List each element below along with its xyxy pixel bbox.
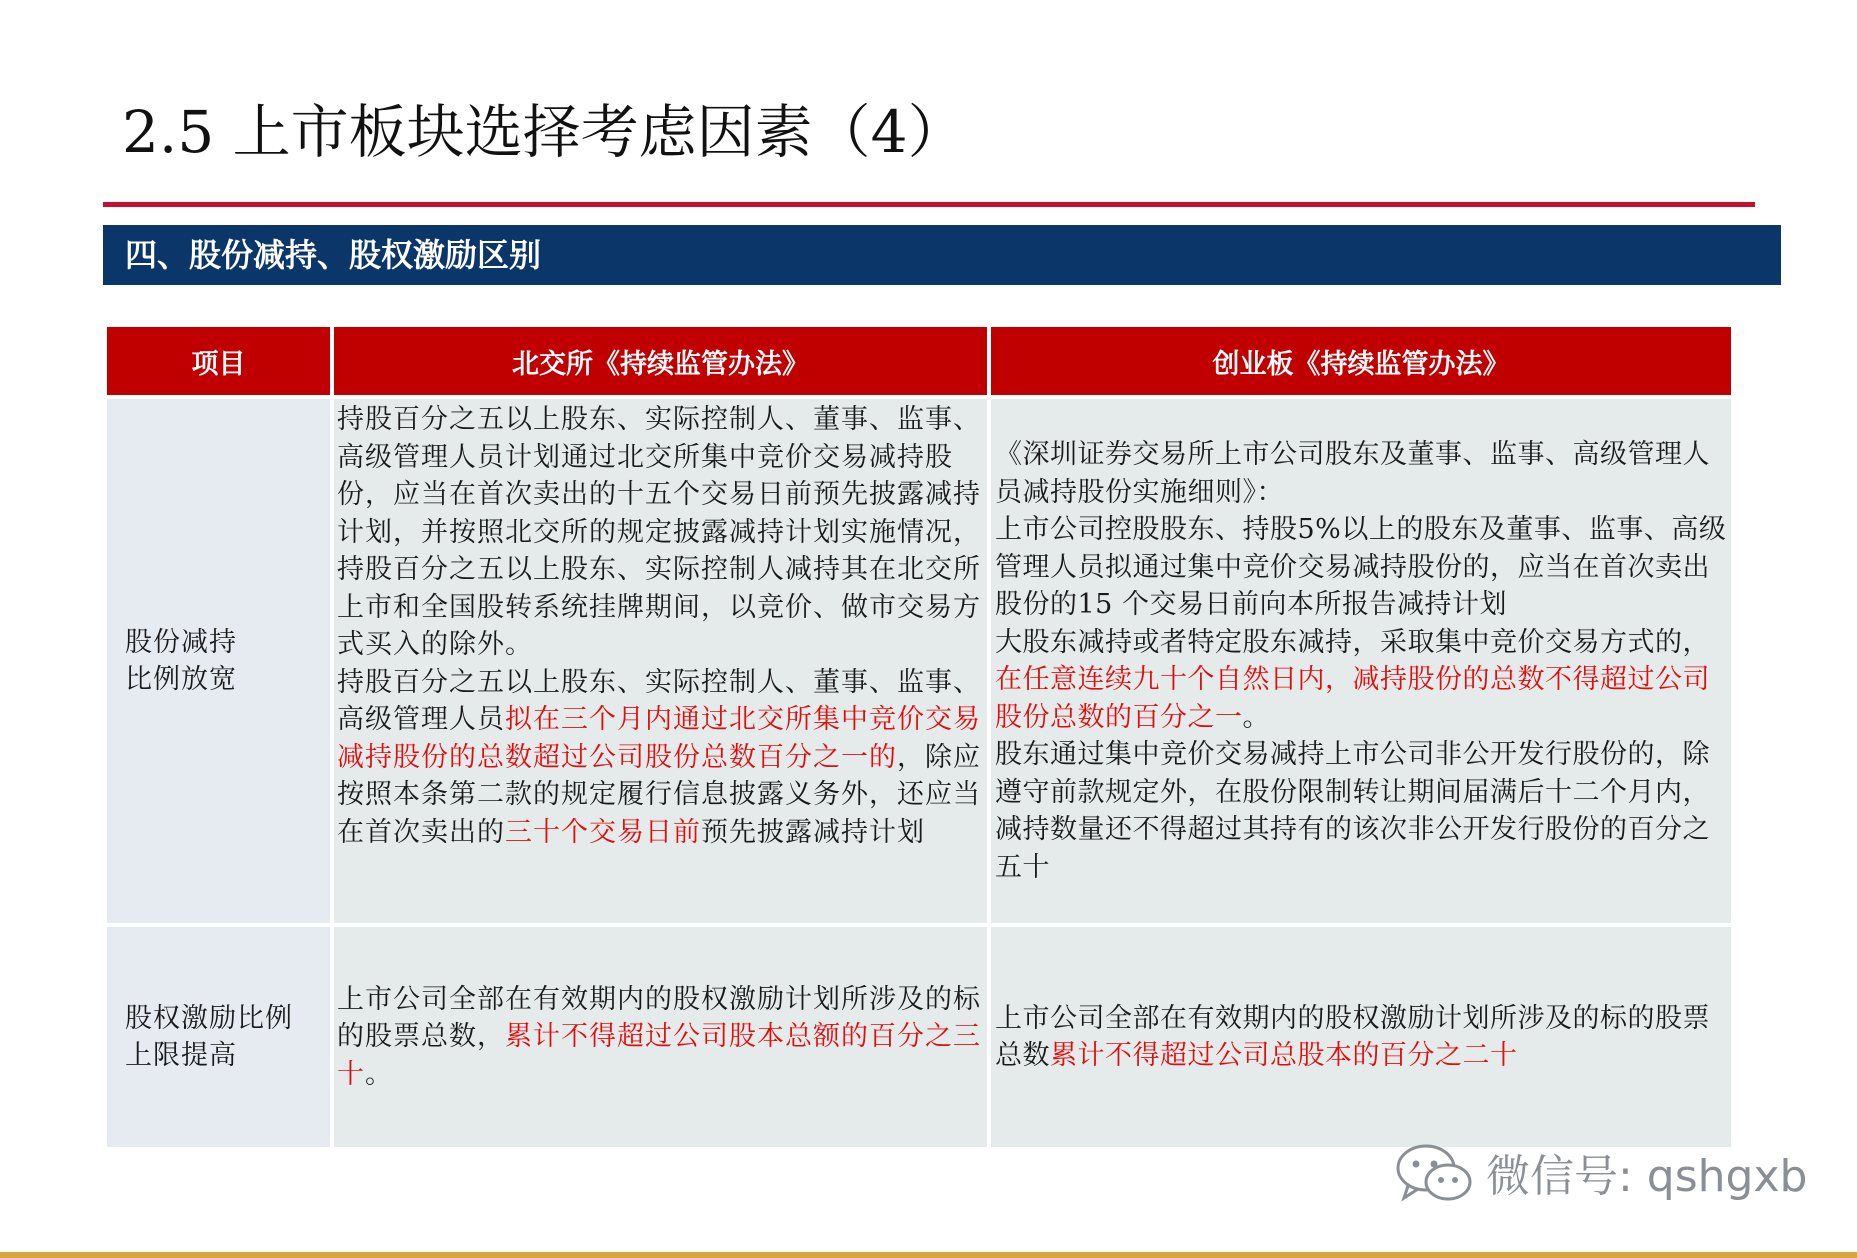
header-bse: 北交所《持续监管办法》 bbox=[334, 327, 987, 399]
wechat-icon bbox=[1392, 1140, 1478, 1204]
text: 上市公司全部在有效期内的股权激励计划所涉及的标的股票总数， bbox=[337, 983, 981, 1053]
text: 大股东减持或者特定股东减持，采取集中竞价交易方式的， bbox=[995, 626, 1710, 658]
header-gem: 创业板《持续监管办法》 bbox=[991, 327, 1731, 399]
cell-gem-equity-incentive bbox=[991, 927, 1731, 1151]
title-divider bbox=[103, 202, 1755, 207]
row-label-text: 股权激励比例上限提高 bbox=[125, 1003, 293, 1071]
table-row-share-reduction bbox=[107, 399, 1731, 927]
highlight-text: 累计不得超过公司股本总额的百分之三十 bbox=[337, 1021, 981, 1090]
text: 。 bbox=[365, 1058, 393, 1090]
text: 上市公司全部在有效期内的股权激励计划所涉及的标的股票总数 bbox=[995, 1002, 1710, 1071]
bse-reduction-para1: 持股百分之五以上股东、实际控制人、董事、监事、高级管理人员计划通过北交所集中竞价交易减持股份，应当在首次卖出的十五个交易日前预先披露减持计划，并按照北交所的规定披露减持计划实施情况，持股百分之五以上股东、实际控制人减持其在北交所上市和全国股转系统挂牌期间，以竞价、做市交易方式买入的除外。 bbox=[337, 404, 981, 660]
row-label-share-reduction bbox=[107, 399, 330, 927]
row-label-text: 股份减持比例放宽 bbox=[125, 627, 237, 695]
cell-bse-equity-incentive bbox=[334, 927, 987, 1151]
cell-bse-share-reduction bbox=[334, 399, 987, 927]
highlight-text: 拟在三个月内通过北交所集中竞价交易减持股份的总数超过公司股份总数百分之一的 bbox=[337, 704, 981, 773]
comparison-table bbox=[103, 327, 1735, 1151]
wechat-watermark bbox=[1392, 1140, 1807, 1204]
text: 持股百分之五以上股东、实际控制人、董事、监事、高级管理人员 bbox=[337, 666, 981, 735]
table-header-row bbox=[107, 327, 1731, 399]
cell-gem-share-reduction bbox=[991, 399, 1731, 927]
watermark-text: 微信号: qshgxb bbox=[1486, 1151, 1808, 1202]
section-heading: 四、股份减持、股权激励区别 bbox=[103, 225, 1781, 285]
gem-reduction-para2: 上市公司控股股东、持股5%以上的股东及董事、监事、高级管理人员拟通过集中竞价交易减持股份的，应当在首次卖出股份的15 个交易日前向本所报告减持计划 bbox=[995, 514, 1727, 620]
table-row-equity-incentive bbox=[107, 927, 1731, 1151]
highlight-text: 在任意连续九十个自然日内，减持股份的总数不得超过公司股份总数的百分之一 bbox=[995, 664, 1710, 733]
row-label-equity-incentive bbox=[107, 927, 330, 1151]
text: ，除应按照本条第二款的规定履行信息披露义务外，还应当在首次卖出的 bbox=[337, 741, 981, 848]
gem-reduction-para3 bbox=[995, 624, 1731, 737]
highlight-text: 累计不得超过公司总股本的百分之二十 bbox=[1050, 1040, 1518, 1071]
header-item: 项目 bbox=[107, 327, 330, 399]
gem-reduction-para4: 股东通过集中竞价交易减持上市公司非公开发行股份的，除遵守前款规定外，在股份限制转让期间届满后十二个月内，减持数量还不得超过其持有的该次非公开发行股份的百分之五十 bbox=[995, 739, 1710, 883]
text: 预先披露减持计划 bbox=[701, 816, 925, 848]
bse-reduction-para2 bbox=[337, 664, 987, 852]
page-title: 2.5 上市板块选择考虑因素（4） bbox=[122, 98, 966, 166]
highlight-text: 三十个交易日前 bbox=[505, 816, 701, 848]
gem-reduction-para1: 《深圳证券交易所上市公司股东及董事、监事、高级管理人员减持股份实施细则》： bbox=[995, 439, 1710, 508]
text: 。 bbox=[1242, 701, 1270, 733]
bottom-strip bbox=[0, 1252, 1857, 1258]
